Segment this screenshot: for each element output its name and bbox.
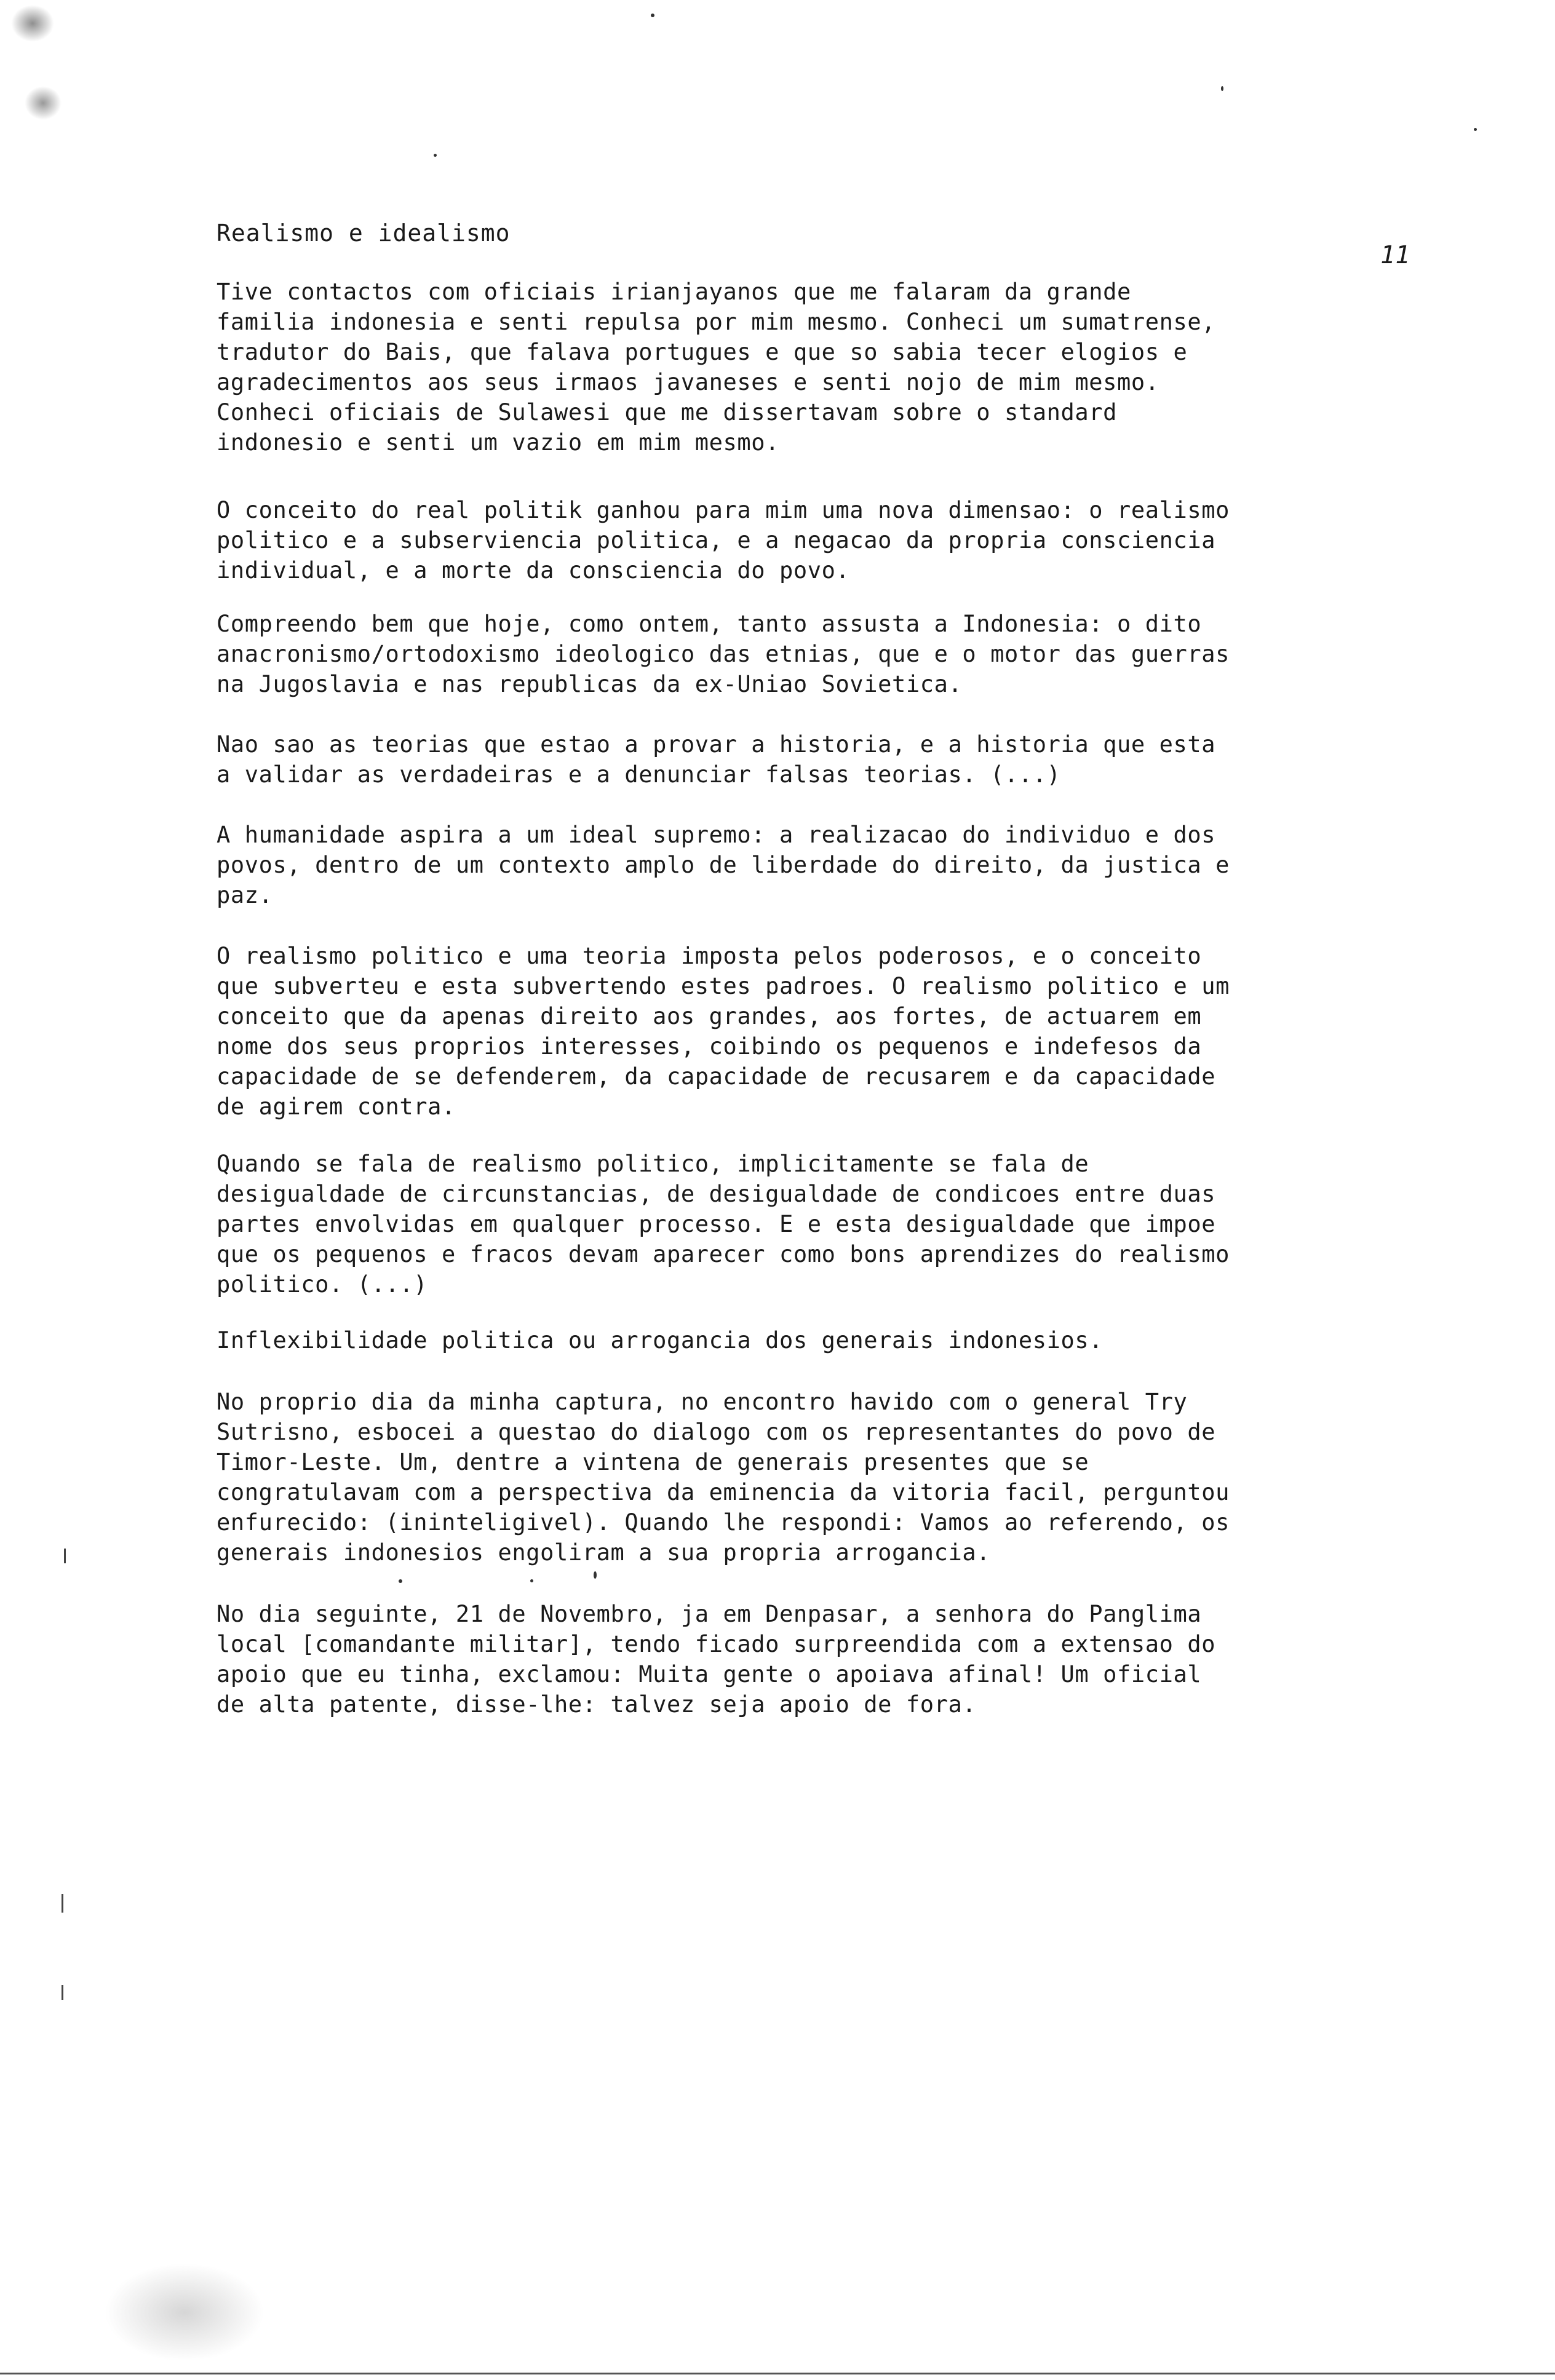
margin-mark — [62, 1985, 63, 2000]
scan-speck — [594, 1571, 597, 1579]
paragraph: O realismo politico e uma teoria imposta pelos poderosos, e o conceito que subverteu e esta subvertendo estes padroes. O realismo politico e um conceito que da apenas direito aos grandes, aos fortes, de actuarem em nome dos seus proprios interesses, coibindo os pequenos e indefesos da capacidade de se defenderem, da capacidade de recusarem e da capacidade de agirem contra. — [217, 943, 1230, 1120]
paragraph: Tive contactos com oficiais irianjayanos que me falaram da grande familia indonesia e senti repulsa por mim mesmo. Conheci um sumatrense, tradutor do Bais, que falava portugues e que so sabia tecer elogios e agradecimentos aos seus irmaos javaneses e senti nojo de mim mesmo. Conheci oficiais de Sulawesi que me dissertavam sobre o standard indonesio e senti um vazio em mim mesmo. — [217, 279, 1216, 456]
paragraph: Quando se fala de realismo politico, implicitamente se fala de desigualdade de circunstancias, de desigualdade de condicoes entre duas partes envolvidas em qualquer processo. E e esta desigualdade que impoe que os pequenos e fracos devam aparecer como bons aprendizes do realismo politico. (...) — [217, 1151, 1230, 1298]
scan-speck — [530, 1579, 533, 1582]
page-bottom-edge — [0, 2373, 1555, 2374]
paragraph: O conceito do real politik ganhou para mim uma nova dimensao: o realismo politico e a subserviencia politica, e a negacao da propria consciencia individual, e a morte da consciencia do povo. — [217, 497, 1230, 584]
scan-speck — [434, 154, 437, 157]
scan-speck — [651, 14, 654, 17]
scan-speck — [399, 1579, 402, 1583]
section-heading: Inflexibilidade politica ou arrogancia dos generais indonesios. — [217, 1327, 1104, 1354]
paragraph: No proprio dia da minha captura, no encontro havido com o general Try Sutrisno, esbocei a questao do dialogo com os representantes do povo de Timor-Leste. Um, dentre a vintena de generais presentes que se congratulavam com a perspectiva da eminencia da vitoria facil, perguntou enfurecido: (ininteligivel). Quando lhe respondi: Vamos ao referendo, os generais indonesios engoliram a sua propria arrogancia. — [217, 1389, 1230, 1566]
page-mark: 11 — [1380, 241, 1410, 269]
scan-speck — [1474, 128, 1477, 131]
document-title: Realismo e idealismo — [217, 220, 511, 247]
scan-speck — [1221, 86, 1223, 91]
scan-smudge — [25, 86, 62, 120]
scan-smudge — [11, 5, 54, 42]
margin-mark — [64, 1549, 66, 1563]
paragraph: A humanidade aspira a um ideal supremo: a realizacao do individuo e dos povos, dentro de um contexto amplo de liberdade do direito, da justica e paz. — [217, 822, 1230, 908]
scan-smudge — [105, 2263, 264, 2362]
paragraph: Compreendo bem que hoje, como ontem, tanto assusta a Indonesia: o dito anacronismo/ortodoxismo ideologico das etnias, que e o motor das guerras na Jugoslavia e nas republicas da ex-Uniao Sovietica. — [217, 611, 1230, 697]
paragraph: Nao sao as teorias que estao a provar a historia, e a historia que esta a validar as verdadeiras e a denunciar falsas teorias. (...) — [217, 731, 1216, 788]
paragraph: No dia seguinte, 21 de Novembro, ja em Denpasar, a senhora do Panglima local [comandante militar], tendo ficado surpreendida com a extensao do apoio que eu tinha, exclamou: Muita gente o apoiava afinal! Um oficial de alta patente, disse-lhe: talvez seja apoio de fora. — [217, 1601, 1216, 1718]
margin-mark — [62, 1894, 63, 1913]
